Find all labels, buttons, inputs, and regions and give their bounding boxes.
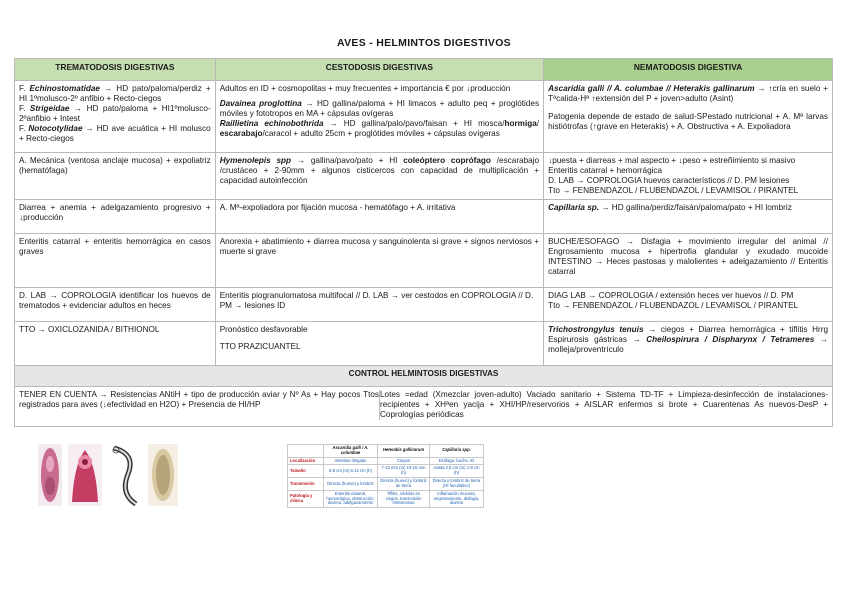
cell-nematodes-species: Ascaridia galli // A. columbae // Heterakis gallinarum → ↑cría en suelo + Tªcalida-Hª ↑extensión del P + joven>adulto (Asint) Patogenia depende de estado de salud-SPestado nutricional + A. Mª larvas histiótrofas (↑grave en Heterakis) + A. Obstructiva + A. Expoliadora	[544, 81, 833, 153]
cell-trematodes-treatment: TTO → OXICLOZANIDA / BITHIONOL	[15, 322, 216, 366]
table-row: Localización Intestino delgado Ciegos Esófago, buche, ID	[288, 457, 484, 465]
helminths-table	[14, 58, 833, 427]
header-cestodosis: CESTODOSIS DIGESTIVAS	[215, 59, 543, 81]
egg-micrograph-image	[148, 444, 178, 506]
table-header-row	[15, 59, 833, 81]
table-row: Patología y clínica Enteritis catarral, hemorrágica, obstrucción, diarrea, adelgazamiento Tiflitis, nódulos en ciegos, transmisión Histomonas Inflamación mucosa, engrosamiento, disfagia, diarrea	[288, 490, 484, 507]
cell-trematodes-species: F. Echinostomatidae → HD pato/paloma/perdiz + HI 1ºmolusco-2º anfibio + Recto-ciegos F. Strigeidae → HD pato/paloma + HI1ºmolusco-2ºanfibio + Intest F. Notocotylidae → HD ave acuática + HI molusco + Recto-ciegos	[15, 81, 216, 153]
table-row	[15, 81, 833, 153]
control-header-row	[15, 366, 833, 387]
cell-hymenolepis: Hymenolepis spp → gallina/pavo/pato + HI coleóptero coprófago /escarabajo /crustáceo + 2-90mm + algunos cisticercos con capacidad de multiplicación + capacidad autoinfección	[215, 153, 543, 200]
cell-trematodes-pathogenesis: A. Mecánica (ventosa anclaje mucosa) + expoliatriz (hematófaga)	[15, 153, 216, 200]
table-row	[15, 288, 833, 322]
cell-trematodes-signs: Diarrea + anemia + adelgazamiento progresivo + ↓producción	[15, 200, 216, 234]
cell-trematodes-lesions: Enteritis catarral + enteritis hemorrágica en casos graves	[15, 234, 216, 288]
table-row	[15, 200, 833, 234]
parasite-images	[38, 444, 178, 506]
trematode-image	[38, 444, 62, 506]
cell-trematodes-diagnosis: D. LAB → COPROLOGIA identificar los huevos de trematodos + evidenciar adultos en heces	[15, 288, 216, 322]
control-left-text: TENER EN CUENTA → Resistencias ANtiH + tipo de producción aviar y Nº As + Hay pocos Ttos registrados para aves (↓efectividad en H2O) + Presencia de HI/HP	[19, 390, 380, 420]
mini-table-header: Ascaridia galli / A. columbae Heterakis gallinarum Capillaria spp.	[288, 445, 484, 458]
control-right-text: Lotes =edad (Xmezclar joven-adulto) Vaciado sanitario + Sistema TD-TF + Limpieza-desinfección de instalaciones-recipientes + XHªen yacija + XHI/HP/reservorios + AISLAR enfermos si brote + Cuarentenas As nuevos-DesP + Coprologías periódicas	[380, 390, 828, 419]
table-row: Tamaño 5-8 cm (m) 6-12 cm (h) 7-13 mm (m) 10-15 mm (h) Hasta 2,5 cm (m) 1-8 cm (h)	[288, 465, 484, 478]
table-row	[15, 153, 833, 200]
nematode-drawing-image	[108, 444, 142, 506]
cell-cestodes-signs: Anorexia + abatimiento + diarrea mucosa y sanguinolenta si grave + signos nerviosos + muerte si grave	[215, 234, 543, 288]
cell-capillaria: Capillaria sp. → HD gallina/perdiz/faisán/paloma/pato + HI lombriz	[544, 200, 833, 234]
page-title: AVES - HELMINTOS DIGESTIVOS	[337, 37, 511, 49]
control-row	[15, 387, 833, 427]
cell-cestodes-treatment: Pronóstico desfavorable TTO PRAZICUANTEL	[215, 322, 543, 366]
cell-cestodes-pathogenesis: A. Mª-expoliadora por fijación mucosa - hematófago + A. irritativa	[215, 200, 543, 234]
cell-trichostrongylus: Trichostrongylus tenuis → ciegos + Diarrea hemorrágica + tiflitis Hrrg Espirurosis gástricas → Cheilospirura / Dispharynx / Tetrameres → molleja/proventrículo	[544, 322, 833, 366]
table-row: Transmisión Directa (huevo) y lombriz Directa (huevo) y lombriz de tierra Directa y lombriz de tierra (HI facultativo)	[288, 478, 484, 491]
cestode-scolex-image	[68, 444, 102, 506]
header-trematodosis: TREMATODOSIS DIGESTIVAS	[15, 59, 216, 81]
cell-capillaria-diagnosis: DIAG LAB → COPROLOGIA / extensión heces ver huevos // D. PM Tto → FENBENDAZOL / FLUBENDAZOL / LEVAMISOL / PIRANTEL	[544, 288, 833, 322]
cell-capillaria-clinic: BUCHE/ESOFAGO → Disfagia + movimiento irregular del animal // Engrosamiento mucosa + hipertrofia glandular y exudado mucoide INTESTINO → Heces pastosas y malolientes + adelgazamiento // Enteritis catarral	[544, 234, 833, 288]
cell-ascaridia-clinic: ↓puesta + diarreas + mal aspecto + ↓peso + estreñimiento si masivo Enteritis catarral + hemorrágica D. LAB → COPROLOGIA huevos característicos // D. PM lesiones Tto → FENBENDAZOL / FLUBENDAZOL / LEVAMISOL / PIRANTEL	[544, 153, 833, 200]
header-nematodosis: NEMATODOSIS DIGESTIVA	[544, 59, 833, 81]
table-row	[15, 234, 833, 288]
cell-cestodes-diagnosis: Enteritis piogranulomatosa multifocal // D. LAB → ver cestodos en COPROLOGIA // D. PM → lesiones ID	[215, 288, 543, 322]
nematode-comparison-table	[287, 444, 484, 508]
control-header: CONTROL HELMINTOSIS DIGESTIVAS	[15, 366, 833, 387]
control-cell	[15, 387, 833, 427]
cell-cestodes-species: Adultos en ID + cosmopolitas + muy frecuentes + importancia € por ↓producción Davainea proglottina → HD gallina/paloma + HI limacos + adulto peq + proglótides móviles y fototropos en MA + cápsulas ovígeras Raillietina echinobothrida → HD gallina/palo/pavo/faisan + HI mosca/hormiga/ escarabajo/caracol + adulto 25cm + proglótides móviles + cápsulas ovígeras	[215, 81, 543, 153]
table-row	[15, 322, 833, 366]
